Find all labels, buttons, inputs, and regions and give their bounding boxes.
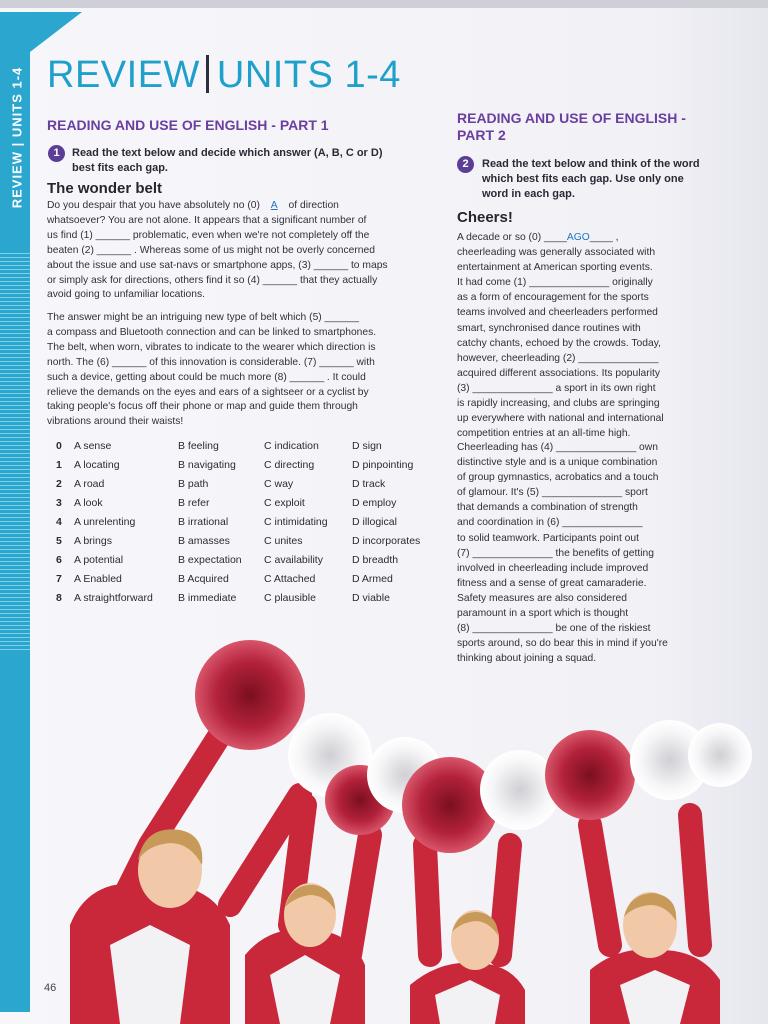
option-number: 6 [56,554,62,566]
instruction-line: which best fits each gap. Use only one [482,173,684,185]
option-number: 8 [56,592,62,604]
option-b: B path [178,478,209,490]
text-line: beaten (2) ______ . Whereas some of us might not be overly concerned [47,244,375,256]
corner-tab [30,12,82,52]
text-line: whatsoever? You are not alone. It appears that a significant number of [47,214,367,226]
section-title-part1: READING AND USE OF ENGLISH - PART 1 [47,117,329,133]
task-number-badge: 1 [48,145,65,162]
text-line: cheerleading was generally associated with [457,247,656,259]
text-line: Cheerleading has (4) ______________ own [457,442,658,453]
option-a: A brings [74,535,112,547]
option-a: A road [74,478,105,490]
section-title-line: READING AND USE OF ENGLISH - [457,110,686,126]
text-line: and coordination in (6) ______________ [457,517,643,529]
top-edge [0,0,768,8]
option-a: A Enabled [74,573,122,585]
text-line: that demands a combination of strength [457,502,638,514]
option-b: B feeling [178,440,219,452]
option-c: C way [264,478,294,490]
example-answer: AGO [566,232,590,243]
text-line: The answer might be an intriguing new type of belt which (5) ______ [47,312,359,323]
option-b: B expectation [178,554,242,566]
text-line: distinctive style and is a unique combination [457,457,658,469]
text-line: us find (1) ______ problematic, even when we're not completely off the [47,229,370,241]
example-answer: A [270,200,278,211]
sidebar-label: REVIEW | UNITS 1-4 [9,66,25,209]
instruction-line: best fits each gap. [72,162,168,174]
option-number: 2 [56,478,62,490]
option-c: C indication [264,440,319,452]
sidebar-stripes [0,250,30,650]
option-number: 3 [56,497,62,509]
text-line: as a form of encouragement for the sports [457,292,649,304]
option-d: D employ [352,497,397,509]
text-line: It had come (1) ______________ originally [457,277,653,289]
article-heading: Cheers! [457,209,513,226]
task-number-badge: 2 [457,156,474,173]
instruction-line: word in each gap. [482,188,575,200]
option-b: B immediate [178,592,237,604]
text-line: involved in cheerleading include improved [457,562,649,574]
option-d: D track [352,478,386,490]
text-line: however, cheerleading (2) ______________ [457,352,659,364]
text-line: such a device, getting about could be much more (8) ______ . It could [47,371,366,383]
option-a: A unrelenting [74,516,136,528]
text-line: up everywhere with national and international [457,413,664,425]
article-heading: The wonder belt [47,180,163,197]
option-d: D Armed [352,573,393,585]
text-line: acquired different associations. Its popularity [457,367,661,379]
text-line: about the issue and use sat-navs or smartphone apps, (3) ______ to maps [47,259,388,271]
text-line: of glamour. It's (5) ______________ sport [457,487,648,499]
text-line: thinking about joining a squad. [457,653,597,665]
text-line: (3) ______________ a sport in its own right [457,382,656,394]
option-a: A locating [74,459,120,471]
text-segment: Do you despair that you have absolutely no (0) [47,200,263,211]
text-line: taking people's focus off their phone or map and guide them through [47,401,358,413]
text-line: relieve the demands on the eyes and ears of a sightseer or a cyclist by [47,386,369,398]
text-line: is rapidly increasing, and clubs are springing [457,398,660,410]
title-units: UNITS 1-4 [216,54,401,96]
option-c: C availability [264,554,323,566]
text-segment: A decade or so (0) ____ [457,232,567,243]
text-line [47,199,442,214]
text-line: entertainment at American sporting events. [457,262,653,274]
text-line: or simply ask for directions, others find it so (4) ______ that they actually [47,274,378,286]
option-b: B navigating [178,459,236,471]
title-review: REVIEW [47,54,200,96]
text-line: competition entries at an all-time high. [457,428,631,440]
option-d: D sign [352,440,382,452]
page-title [47,54,401,97]
option-number: 7 [56,573,62,585]
text-line: north. The (6) ______ of this innovation is considerable. (7) ______ with [47,356,375,368]
option-b: B refer [178,497,210,509]
text-line: (8) ______________ be one of the riskiest [457,623,651,635]
option-d: D illogical [352,516,397,528]
text-line: avoid going to unfamiliar locations. [47,289,205,301]
section-title-part2 [457,110,686,144]
text-line: teams involved and cheerleaders performed [457,307,658,319]
option-c: C directing [264,459,315,471]
text-segment: of direction [285,200,339,211]
text-line: The belt, when worn, vibrates to indicate to the wearer which direction is [47,341,376,353]
title-divider [206,55,209,93]
cheerleaders-illustration [30,625,768,1024]
text-line: (7) ______________ the benefits of getting [457,547,654,559]
option-d: D pinpointing [352,459,414,471]
option-a: A potential [74,554,124,566]
option-a: A sense [74,440,112,452]
text-line: of group gymnastics, acrobatics and a touch [457,472,659,484]
option-b: B amasses [178,535,230,547]
text-line: catchy chants, echoed by the crowds. Today, [457,337,661,349]
text-line: to solid teamwork. Participants point out [457,532,640,544]
option-d: D breadth [352,554,399,566]
article-paragraph-1 [47,199,442,303]
option-number: 4 [56,516,62,528]
section-title-line: PART 2 [457,127,506,143]
option-a: A look [74,497,103,509]
option-c: C Attached [264,573,316,585]
option-a: A straightforward [74,592,153,604]
option-b: B Acquired [178,573,229,585]
text-line: a compass and Bluetooth connection and can be linked to smartphones. [47,326,377,338]
option-c: C plausible [264,592,316,604]
text-line: sports around, so do bear this in mind if you're [457,638,668,650]
text-line: vibrations around their waists! [47,416,184,428]
text-line: smart, synchronised dance routines with [457,322,641,334]
option-number: 5 [56,535,62,547]
instruction-line: Read the text below and decide which answer (A, B, C or D) [72,147,383,159]
cheerleaders-photo [30,625,768,1024]
text-line [457,230,715,245]
option-c: C unites [264,535,303,547]
option-c: C intimidating [264,516,328,528]
option-number: 1 [56,459,62,471]
text-line: paramount in a sport which is thought [457,608,629,620]
option-b: B irrational [178,516,229,528]
text-segment: ____ , [589,232,619,243]
article-paragraph-1 [457,230,715,441]
option-c: C exploit [264,497,305,509]
article-paragraph-2 [47,311,442,430]
text-line: fitness and a sense of great camaraderie. [457,577,647,589]
text-line: Safety measures are also considered [457,592,627,604]
option-d: D incorporates [352,535,421,547]
option-d: D viable [352,592,390,604]
page-number: 46 [44,982,57,994]
option-number: 0 [56,440,62,452]
task-instruction [482,157,700,202]
instruction-line: Read the text below and think of the word [482,158,700,170]
task-instruction [72,146,383,176]
